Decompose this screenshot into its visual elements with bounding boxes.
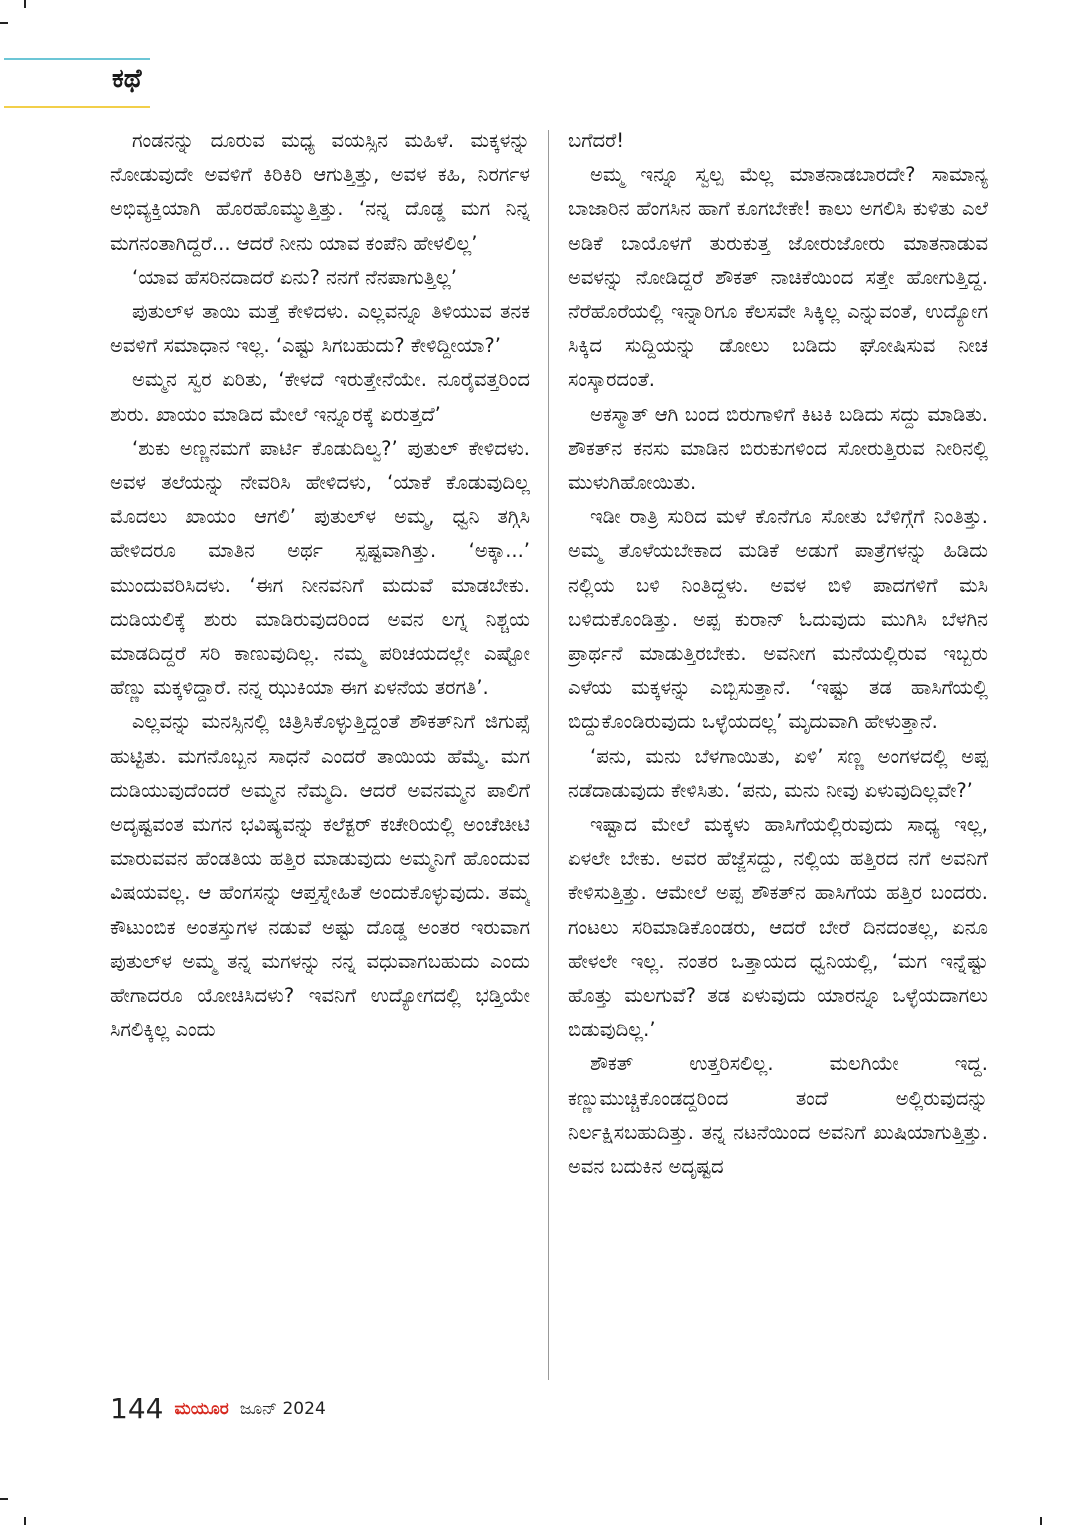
paragraph: ‘ಶುಕು ಅಣ್ಣನಮಗೆ ಪಾರ್ಟಿ ಕೊಡುದಿಲ್ವ?’ ಪುತುಲ್ ಕೇಳಿದಳು. ಅವಳ ತಲೆಯನ್ನು ನೇವರಿಸಿ ಹೇಳಿದಳು, ‘ಯಾಕೆ ಕೊಡುವುದಿಲ್ಲ ಮೊದಲು ಖಾಯಂ ಆಗಲಿ’ ಪುತುಲ್‌ಳ ಅಮ್ಮ, ಧ್ವನಿ ತಗ್ಗಿಸಿ ಹೇಳಿದರೂ ಮಾತಿನ ಅರ್ಥ ಸ್ಪಷ್ಟವಾಗಿತ್ತು. ‘ಅಕ್ಕಾ...’ ಮುಂದುವರಿಸಿದಳು. ‘ಈಗ ನೀನವನಿಗೆ ಮದುವೆ ಮಾಡಬೇಕು. ದುಡಿಯಲಿಕ್ಕೆ ಶುರು ಮಾಡಿರುವುದರಿಂದ ಅವನ ಲಗ್ನ ನಿಶ್ಚಯ ಮಾಡದಿದ್ದರೆ ಸರಿ ಕಾಣುವುದಿಲ್ಲ. ನಮ್ಮ ಪರಿಚಯದಲ್ಲೇ ಎಷ್ಟೋ ಹೆಣ್ಣು ಮಕ್ಕಳಿದ್ದಾರೆ. ನನ್ನ ಝುಕಿಯಾ ಈಗ ಏಳನೆಯ ತರಗತಿ’. (110, 436, 530, 700)
column-divider (548, 130, 549, 1380)
paragraph: ಇಡೀ ರಾತ್ರಿ ಸುರಿದ ಮಳೆ ಕೊನೆಗೂ ಸೋತು ಬೆಳಿಗ್ಗೆಗೆ ನಿಂತಿತ್ತು. ಅಮ್ಮ ತೊಳೆಯಬೇಕಾದ ಮಡಿಕೆ ಅಡುಗೆ ಪಾತ್ರೆಗಳನ್ನು ಹಿಡಿದು ನಲ್ಲಿಯ ಬಳಿ ನಿಂತಿದ್ದಳು. ಅವಳ ಬಿಳಿ ಪಾದಗಳಿಗೆ ಮಸಿ ಬಳಿದುಕೊಂಡಿತ್ತು. ಅಪ್ಪ ಕುರಾನ್ ಓದುವುದು ಮುಗಿಸಿ ಬೆಳಗಿನ ಪ್ರಾರ್ಥನೆ ಮಾಡುತ್ತಿರಬೇಕು. ಅವನೀಗ ಮನೆಯಲ್ಲಿರುವ ಇಬ್ಬರು ಎಳೆಯ ಮಕ್ಕಳನ್ನು ಎಬ್ಬಿಸುತ್ತಾನೆ. ‘ಇಷ್ಟು ತಡ ಹಾಸಿಗೆಯಲ್ಲಿ ಬಿದ್ದುಕೊಂಡಿರುವುದು ಒಳ್ಳೆಯದಲ್ಲ’ ಮೃದುವಾಗಿ ಹೇಳುತ್ತಾನೆ. (568, 505, 988, 734)
crop-mark-top-left (24, 0, 26, 8)
crop-mark-left-top (0, 22, 8, 24)
paragraph: ಎಲ್ಲವನ್ನು ಮನಸ್ಸಿನಲ್ಲಿ ಚಿತ್ರಿಸಿಕೊಳ್ಳುತ್ತಿದ್ದಂತೆ ಶೌಕತ್‌ನಿಗೆ ಜಿಗುಪ್ಸೆ ಹುಟ್ಟಿತು. ಮಗನೊಬ್ಬನ ಸಾಧನೆ ಎಂದರೆ ತಾಯಿಯ ಹೆಮ್ಮೆ. ಮಗ ದುಡಿಯುವುದೆಂದರೆ ಅಮ್ಮನ ನೆಮ್ಮದಿ. ಆದರೆ ಅವನಮ್ಮನ ಪಾಲಿಗೆ ಅದೃಷ್ಟವಂತ ಮಗನ ಭವಿಷ್ಯವನ್ನು ಕಲೆಕ್ಟರ್ ಕಚೇರಿಯಲ್ಲಿ ಅಂಚೆಚೀಟಿ ಮಾರುವವನ ಹೆಂಡತಿಯ ಹತ್ತಿರ ಮಾಡುವುದು ಅಮ್ಮನಿಗೆ ಹೊಂದುವ ವಿಷಯವಲ್ಲ. ಆ ಹೆಂಗಸನ್ನು ಆಪ್ತಸ್ನೇಹಿತೆ ಅಂದುಕೊಳ್ಳುವುದು. ತಮ್ಮ ಕೌಟುಂಬಿಕ ಅಂತಸ್ತುಗಳ ನಡುವೆ ಅಷ್ಟು ದೊಡ್ಡ ಅಂತರ ಇರುವಾಗ ಪುತುಲ್‌ಳ ಅಮ್ಮ ತನ್ನ ಮಗಳನ್ನು ನನ್ನ ವಧುವಾಗಬಹುದು ಎಂದು ಹೇಗಾದರೂ ಯೋಚಿಸಿದಳು? ಇವನಿಗೆ ಉದ್ಯೋಗದಲ್ಲಿ ಭಡ್ತಿಯೇ ಸಿಗಲಿಕ್ಕಿಲ್ಲ ಎಂದು (110, 710, 530, 1042)
section-title: ಕಥೆ (112, 64, 142, 94)
section-header (4, 58, 150, 108)
paragraph: ಇಷ್ಟಾದ ಮೇಲೆ ಮಕ್ಕಳು ಹಾಸಿಗೆಯಲ್ಲಿರುವುದು ಸಾಧ್ಯ ಇಲ್ಲ, ಏಳಲೇ ಬೇಕು. ಅವರ ಹೆಜ್ಜೆಸದ್ದು, ನಲ್ಲಿಯ ಹತ್ತಿರದ ನಗೆ ಅವನಿಗೆ ಕೇಳಿಸುತ್ತಿತ್ತು. ಆಮೇಲೆ ಅಪ್ಪ ಶೌಕತ್‌ನ ಹಾಸಿಗೆಯ ಹತ್ತಿರ ಬಂದರು. ಗಂಟಲು ಸರಿಮಾಡಿಕೊಂಡರು, ಆದರೆ ಬೇರೆ ದಿನದಂತಲ್ಲ, ಏನೂ ಹೇಳಲೇ ಇಲ್ಲ. ನಂತರ ಒತ್ತಾಯದ ಧ್ವನಿಯಲ್ಲಿ, ‘ಮಗ ಇನ್ನೆಷ್ಟು ಹೊತ್ತು ಮಲಗುವೆ? ತಡ ಏಳುವುದು ಯಾರನ್ನೂ ಒಳ್ಳೆಯದಾಗಲು ಬಿಡುವುದಿಲ್ಲ.’ (568, 813, 988, 1042)
paragraph: ಅಮ್ಮ ಇನ್ನೂ ಸ್ವಲ್ಪ ಮೆಲ್ಲ ಮಾತನಾಡಬಾರದೇ? ಸಾಮಾನ್ಯ ಬಾಜಾರಿನ ಹೆಂಗಸಿನ ಹಾಗೆ ಕೂಗಬೇಕೇ! ಕಾಲು ಅಗಲಿಸಿ ಕುಳಿತು ಎಲೆ ಅಡಿಕೆ ಬಾಯೊಳಗೆ ತುರುಕುತ್ತ ಜೋರುಜೋರು ಮಾತನಾಡುವ ಅವಳನ್ನು ನೋಡಿದ್ದರೆ ಶೌಕತ್ ನಾಚಿಕೆಯಿಂದ ಸತ್ತೇ ಹೋಗುತ್ತಿದ್ದ. ನೆರೆಹೊರೆಯಲ್ಲಿ ಇನ್ನಾರಿಗೂ ಕೆಲಸವೇ ಸಿಕ್ಕಿಲ್ಲ ಎನ್ನುವಂತೆ, ಉದ್ಯೋಗ ಸಿಕ್ಕಿದ ಸುದ್ದಿಯನ್ನು ಡೋಲು ಬಡಿದು ಘೋಷಿಸುವ ನೀಚ ಸಂಸ್ಕಾರದಂತೆ. (568, 163, 988, 392)
header-top-rule (4, 58, 150, 60)
crop-mark-bottom-right (1040, 1517, 1042, 1525)
crop-mark-bottom-left (24, 1517, 26, 1525)
left-text-column (110, 124, 530, 1384)
paragraph: ಶೌಕತ್ ಉತ್ತರಿಸಲಿಲ್ಲ. ಮಲಗಿಯೇ ಇದ್ದ. ಕಣ್ಣುಮುಚ್ಚಿಕೊಂಡದ್ದರಿಂದ ತಂದೆ ಅಲ್ಲಿರುವುದನ್ನು ನಿರ್ಲಕ್ಷಿಸಬಹುದಿತ್ತು. ತನ್ನ ನಟನೆಯಿಂದ ಅವನಿಗೆ ಖುಷಿಯಾಗುತ್ತಿತ್ತು. ಅವನ ಬದುಕಿನ ಅದೃಷ್ಟದ (568, 1052, 988, 1179)
issue-date: ಜೂನ್ 2024 (239, 1398, 326, 1419)
magazine-logo: ಮಯೂರ (174, 1398, 229, 1419)
paragraph: ಬಗೆದರೆ! (568, 129, 625, 152)
paragraph: ಗಂಡನನ್ನು ದೂರುವ ಮಧ್ಯ ವಯಸ್ಸಿನ ಮಹಿಳೆ. ಮಕ್ಕಳನ್ನು ನೋಡುವುದೇ ಅವಳಿಗೆ ಕಿರಿಕಿರಿ ಆಗುತ್ತಿತ್ತು, ಅವಳ ಕಹಿ, ನಿರರ್ಗಳ ಅಭಿವ್ಯಕ್ತಿಯಾಗಿ ಹೊರಹೊಮ್ಮುತ್ತಿತ್ತು. ‘ನನ್ನ ದೊಡ್ಡ ಮಗ ನಿನ್ನ ಮಗನಂತಾಗಿದ್ದರೆ... ಆದರೆ ನೀನು ಯಾವ ಕಂಪೆನಿ ಹೇಳಲಿಲ್ಲ’ (110, 129, 530, 255)
right-text-column (568, 124, 988, 1384)
paragraph: ‘ಪನು, ಮನು ಬೆಳಗಾಯಿತು, ಏಳಿ’ ಸಣ್ಣ ಅಂಗಳದಲ್ಲಿ ಅಪ್ಪ ನಡೆದಾಡುವುದು ಕೇಳಿಸಿತು. ‘ಪನು, ಮನು ನೀವು ಏಳುವುದಿಲ್ಲವೇ?’ (568, 744, 988, 802)
page-footer (110, 1392, 326, 1426)
page-number: 144 (110, 1392, 164, 1425)
paragraph: ಅಮ್ಮನ ಸ್ವರ ಏರಿತು, ‘ಕೇಳದೆ ಇರುತ್ತೇನೆಯೇ. ನೂರೈವತ್ತರಿಂದ ಶುರು. ಖಾಯಂ ಮಾಡಿದ ಮೇಲೆ ಇನ್ನೂರಕ್ಕೆ ಏರುತ್ತದೆ’ (110, 368, 530, 426)
header-bottom-rule (4, 106, 150, 108)
paragraph: ಅಕಸ್ಮಾತ್ ಆಗಿ ಬಂದ ಬಿರುಗಾಳಿಗೆ ಕಿಟಕಿ ಬಡಿದು ಸದ್ದು ಮಾಡಿತು. ಶೌಕತ್‌ನ ಕನಸು ಮಾಡಿನ ಬಿರುಕುಗಳಿಂದ ಸೋರುತ್ತಿರುವ ನೀರಿನಲ್ಲಿ ಮುಳುಗಿಹೋಯಿತು. (568, 402, 988, 495)
crop-mark-left-bottom (0, 1498, 8, 1500)
paragraph: ಪುತುಲ್‌ಳ ತಾಯಿ ಮತ್ತೆ ಕೇಳಿದಳು. ಎಲ್ಲವನ್ನೂ ತಿಳಿಯುವ ತನಕ ಅವಳಿಗೆ ಸಮಾಧಾನ ಇಲ್ಲ. ‘ಎಷ್ಟು ಸಿಗಬಹುದು? ಕೇಳಿದ್ದೀಯಾ?’ (110, 300, 530, 358)
paragraph: ‘ಯಾವ ಹೆಸರಿನದಾದರೆ ಏನು? ನನಗೆ ನೆನಪಾಗುತ್ತಿಲ್ಲ’ (132, 265, 457, 289)
